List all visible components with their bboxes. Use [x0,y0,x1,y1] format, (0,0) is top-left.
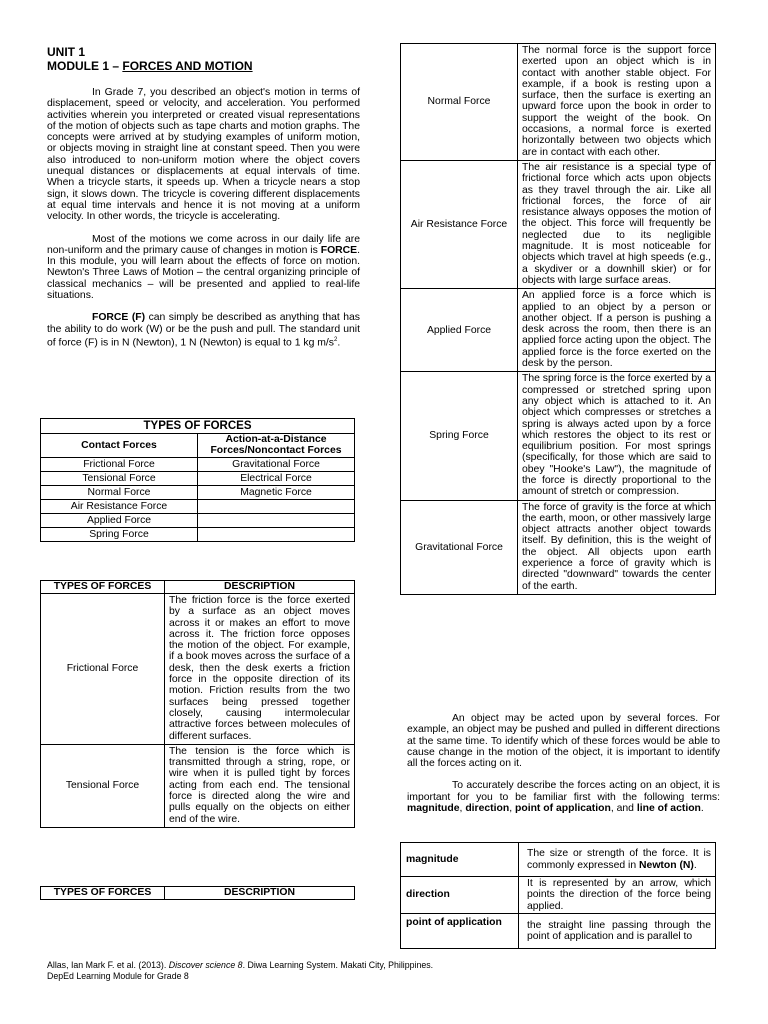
noncontact-forces-header: Action-at-a-Distance Forces/Noncontact Forces [198,434,355,458]
force-name: Frictional Force [41,594,165,745]
types-of-forces-table [40,418,355,542]
force-name: Normal Force [401,44,518,161]
force-name: Tensional Force [41,744,165,827]
term-name: direction [401,877,519,914]
noncontact-force-cell: Electrical Force [198,471,355,485]
force-description: The force of gravity is the force at which the earth, moon, or other massively large object attracts another object towards itself. By definition, this is the weight of the object. All objects upon earth experience a force of gravity which is directed "downward" towards the center of the earth. [518,500,716,594]
noncontact-force-cell: Magnetic Force [198,485,355,499]
force-name: Spring Force [401,372,518,500]
table-row [401,160,716,288]
unit-heading [47,45,253,73]
contact-force-cell: Normal Force [41,485,198,499]
contact-force-cell: Spring Force [41,527,198,541]
table-row [41,499,355,513]
body-right-paragraph-1: An object may be acted upon by several forces. For example, an object may be pushed and pulled in different directions at the same time. To identify which of these forces would be able to cause change in the motion of the object, it is important to identify all the forces acting on it. [407,713,720,770]
force-name: Applied Force [401,289,518,372]
force-name: Air Resistance Force [401,160,518,288]
intro-paragraph-1: In Grade 7, you described an object's motion in terms of displacement, speed or velocity, and acceleration. You performed activities wherein you interpreted or created visual representations of the motion of objects such as tape charts and motion graphs. The concepts were arrived at by studying examples of uniform motion, or objects moving in straight line at constant speed. Then you were also introduced to non-uniform motion where the object covers unequal distances or displacements at equal intervals of time. When a tricycle starts, it speeds up. When a tricycle nears a stop sign, it slows down. The tricycle is covering different displacements at equal time intervals and hence it is not moving at a uniform velocity. In other words, the tricycle is accelerating. [47,87,360,223]
description-header: DESCRIPTION [165,581,355,594]
term-definition: The size or strength of the force. It is commonly expressed in Newton (N). [519,843,716,877]
body-right-paragraph-2: To accurately describe the forces acting on an object, it is important for you to be familiar first with the following terms: magnitude, direction, point of application, and line of action. [407,780,720,815]
intro-paragraph-3: FORCE (F) can simply be described as anything that has the ability to do work (W) or be the push and pull. The standard unit of force (F) is in N (Newton), 1 N (Newton) is equal to 1 kg $m/s^2$. [47,312,360,349]
contact-force-cell: Frictional Force [41,457,198,471]
force-terms-table [400,842,716,949]
types-header: TYPES OF FORCES [41,887,165,900]
module-title: MODULE 1 – FORCES AND MOTION [47,59,253,73]
contact-force-cell: Applied Force [41,513,198,527]
noncontact-force-cell [198,527,355,541]
intro-paragraph-2: Most of the motions we come across in our daily life are non-uniform and the primary cause of changes in motion is FORCE. In this module, you will learn about the effects of force on motion. Newton's Three Laws of Motion – the central organizing principle of classical mechanics – will be presented and applied to real-life situations. [47,233,360,302]
table-row [41,485,355,499]
intro-section [47,87,360,349]
table-row [41,744,355,827]
table-row [41,527,355,541]
description-header: DESCRIPTION [165,887,355,900]
table-row [401,913,716,948]
force-description: The tension is the force which is transmitted through a string, rope, or wire when it is pulled tight by forces acting from each end. The tensional force is directed along the wire and pulls equally on the objects on either end of the wire. [165,744,355,827]
force-description-table-right [400,43,716,595]
force-description: The spring force is the force exerted by a compressed or stretched spring upon any object which is attached to it. An object which compresses or stretches a spring is always acted upon by a force which restores the object to its rest or equilibrium position. For most springs (specifically, for those which are said to obey "Hooke's Law"), the magnitude of the force is directly proportional to the amount of stretch or compression. [518,372,716,500]
term-name: magnitude [401,843,519,877]
term-name: point of application [401,913,519,948]
table-row [41,471,355,485]
citation-line-1: Allas, Ian Mark F. et al. (2013). Discover science 8. Diwa Learning System. Makati City, Philippines. [47,960,434,970]
footer-citation [47,960,433,981]
table-row [41,457,355,471]
noncontact-force-cell: Gravitational Force [198,457,355,471]
table-row [41,594,355,745]
force-description-table-left [40,580,355,828]
force-description-table-left-2 [40,886,355,900]
table-row [401,372,716,500]
force-description: An applied force is a force which is applied to an object by a person or another object. If a person is pushing a desk across the room, then there is an applied force acting upon the object. The applied force is the force exerted on the desk by the person. [518,289,716,372]
table-row [401,877,716,914]
table-row [401,44,716,161]
table-row [401,500,716,594]
table-row [401,289,716,372]
force-name: Gravitational Force [401,500,518,594]
unit-label: UNIT 1 [47,45,86,59]
types-table-title: TYPES OF FORCES [41,419,355,434]
table-row [401,843,716,877]
term-definition: the straight line passing through the point of application and is parallel to [519,913,716,948]
citation-line-2: DepEd Learning Module for Grade 8 [47,970,189,981]
force-description: The air resistance is a special type of frictional force which acts upon objects as they travel through the air. Like all frictional forces, the force of air resistance always opposes the motion of the object. This force will frequently be neglected due to its negligible magnitude. It is most noticeable for objects which travel at high speeds (e.g., a skydiver or a downhill skier) or for objects with large surface areas. [518,160,716,288]
force-description: The normal force is the support force exerted upon an object which is in contact with another stable object. For example, if a book is resting upon a surface, then the surface is exerting an upward force upon the book in order to support the weight of the book. On occasions, a normal force is exerted horizontally between two objects which are in contact with each other. [518,44,716,161]
noncontact-force-cell [198,499,355,513]
types-header: TYPES OF FORCES [41,581,165,594]
contact-forces-header: Contact Forces [41,434,198,458]
force-description: The friction force is the force exerted by a surface as an object moves across it or makes an effort to move across it. The friction force opposes the motion of the object. For example, if a book moves across the surface of a desk, then the desk exerts a friction force in the opposite direction of its motion. Friction results from the two surfaces being pressed together closely, causing intermolecular attractive forces between molecules of different surfaces. [165,594,355,745]
term-definition: It is represented by an arrow, which points the direction of the force being applied. [519,877,716,914]
contact-force-cell: Tensional Force [41,471,198,485]
contact-force-cell: Air Resistance Force [41,499,198,513]
body-right-section [407,713,720,814]
table-row [41,513,355,527]
noncontact-force-cell [198,513,355,527]
